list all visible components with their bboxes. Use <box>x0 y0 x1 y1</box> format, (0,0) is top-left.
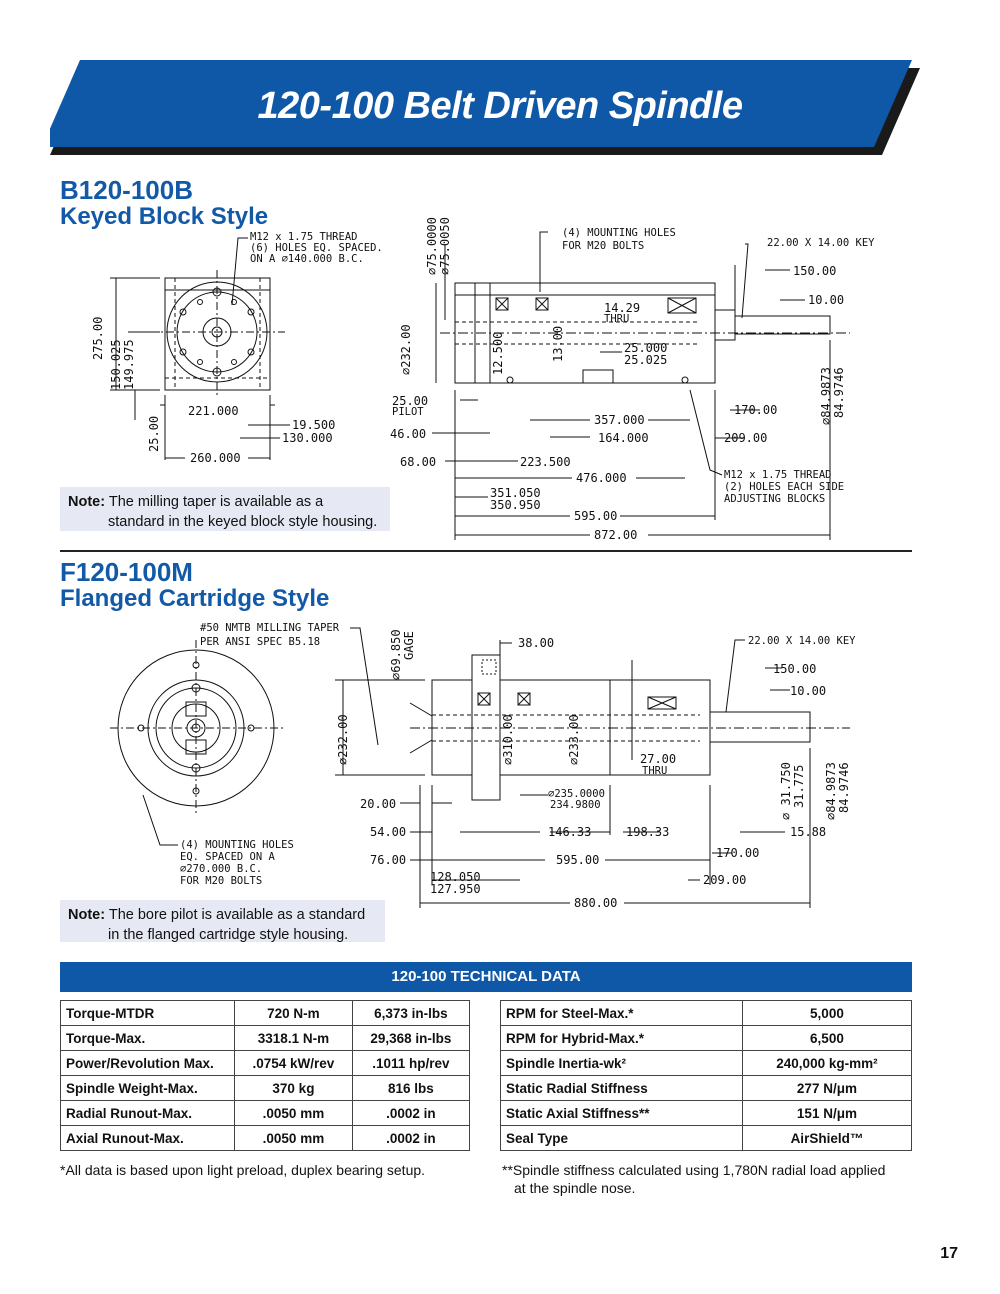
block-model-heading: B120-100B <box>60 175 193 205</box>
dim-14633: 146.33 <box>548 825 592 839</box>
tech-row-left <box>61 1126 470 1151</box>
tech-label: Seal Type <box>501 1126 743 1151</box>
dim-849873-f: ⌀84.9873 <box>824 762 838 820</box>
dim-adj-2: (2) HOLES EACH SIDE <box>724 481 845 493</box>
tech-value: .0050 mm <box>235 1126 353 1151</box>
tech-value: 3318.1 N-m <box>235 1026 353 1051</box>
dim-thru: THRU <box>604 313 630 325</box>
dim-150-f: 150.00 <box>773 662 817 676</box>
tech-value: 6,373 in-lbs <box>352 1001 469 1026</box>
technical-data-title: 120-100 TECHNICAL DATA <box>60 962 912 992</box>
dim-thread-1: M12 x 1.75 THREAD <box>250 231 358 243</box>
dim-209: 209.00 <box>724 431 768 445</box>
dim-221: 221.000 <box>188 404 239 418</box>
flanged-cartridge-dimensions <box>0 615 1000 915</box>
dim-130000: 130.000 <box>282 431 333 445</box>
dim-1588: 15.88 <box>790 825 827 839</box>
tech-label: Torque-MTDR <box>61 1001 235 1026</box>
dim-164: 164.000 <box>598 431 649 445</box>
flanged-note-line1: The bore pilot is available as a standard <box>108 907 366 923</box>
dim-mount-1: (4) MOUNTING HOLES <box>562 227 676 239</box>
dim-595: 595.00 <box>574 509 618 523</box>
dim-fmount-1: (4) MOUNTING HOLES <box>180 839 294 851</box>
dim-25: 25.00 <box>147 415 161 452</box>
block-note-line2: standard in the keyed block style housing. <box>108 514 378 530</box>
dim-13: 13.00 <box>551 325 565 362</box>
tech-label: Axial Runout-Max. <box>61 1126 235 1151</box>
block-note <box>60 487 390 531</box>
dim-taper-1: #50 NMTB MILLING TAPER <box>200 622 340 634</box>
tech-row-right <box>501 1001 912 1026</box>
dim-849746-f: 84.9746 <box>837 762 851 813</box>
dim-key-f: 22.00 X 14.00 KEY <box>748 635 856 647</box>
dim-46: 46.00 <box>390 427 427 441</box>
dim-38: 38.00 <box>518 636 555 650</box>
tech-value: AirShield™ <box>742 1126 911 1151</box>
tech-label: Spindle Weight-Max. <box>61 1076 235 1101</box>
tech-table-left <box>60 1000 470 1151</box>
dim-68: 68.00 <box>400 455 437 469</box>
dim-209-f: 209.00 <box>703 873 747 887</box>
flanged-style-heading: Flanged Cartridge Style <box>60 585 330 612</box>
flanged-note-line2: in the flanged cartridge style housing. <box>108 927 349 943</box>
tech-table-right <box>500 1000 912 1151</box>
dim-232: ⌀232.00 <box>399 324 413 375</box>
dim-key: 22.00 X 14.00 KEY <box>767 237 875 249</box>
block-note-label: Note: <box>68 494 106 510</box>
dim-235b: 234.9800 <box>550 799 601 811</box>
tech-value: .0002 in <box>352 1126 469 1151</box>
tech-row-right <box>501 1076 912 1101</box>
dim-25000: 25.000 <box>624 341 668 355</box>
dim-19500: 19.500 <box>292 418 336 432</box>
tech-value: 6,500 <box>742 1026 911 1051</box>
tech-value: .0050 mm <box>235 1101 353 1126</box>
tech-value: 370 kg <box>235 1076 353 1101</box>
page-title: 120-100 Belt Driven Spindle <box>257 85 743 127</box>
dim-872: 872.00 <box>594 528 638 542</box>
dim-31750: ⌀ 31.750 <box>779 762 793 820</box>
dim-170: 170.00 <box>734 403 778 417</box>
block-style-heading: Keyed Block Style <box>60 203 269 230</box>
tech-label: Power/Revolution Max. <box>61 1051 235 1076</box>
dim-69850: ⌀69.850 <box>389 629 403 680</box>
dim-31775: 31.775 <box>792 764 806 808</box>
dim-10-f: 10.00 <box>790 684 827 698</box>
dim-25025: 25.025 <box>624 353 668 367</box>
tech-row-left <box>61 1001 470 1026</box>
dim-223500: 223.500 <box>520 455 571 469</box>
dim-351050: 351.050 <box>490 486 541 500</box>
dim-310: ⌀310.00 <box>501 714 515 765</box>
tech-label: Torque-Max. <box>61 1026 235 1051</box>
dim-150025: 150.025 <box>109 339 123 390</box>
tech-value: .1011 hp/rev <box>352 1051 469 1076</box>
tech-row-right <box>501 1101 912 1126</box>
dim-10: 10.00 <box>808 293 845 307</box>
dim-54: 54.00 <box>370 825 407 839</box>
tech-row-left <box>61 1101 470 1126</box>
tech-label: Static Axial Stiffness** <box>501 1101 743 1126</box>
dim-127950: 127.950 <box>430 882 481 896</box>
tech-label: RPM for Steel-Max.* <box>501 1001 743 1026</box>
dim-gage: GAGE <box>402 631 416 660</box>
flanged-model-heading: F120-100M <box>60 557 193 587</box>
tech-row-right <box>501 1026 912 1051</box>
tech-value: 720 N-m <box>235 1001 353 1026</box>
tech-value: 277 N/μm <box>742 1076 911 1101</box>
dim-235a: ⌀235.0000 <box>548 788 605 800</box>
tech-value: 816 lbs <box>352 1076 469 1101</box>
dim-476: 476.000 <box>576 471 627 485</box>
tech-label: RPM for Hybrid-Max.* <box>501 1026 743 1051</box>
dim-taper-2: PER ANSI SPEC B5.18 <box>200 636 321 648</box>
dim-880: 880.00 <box>574 896 618 910</box>
tech-row-right <box>501 1051 912 1076</box>
footnote-right-2: at the spindle nose. <box>514 1180 636 1196</box>
dim-1429: 14.29 <box>604 301 641 315</box>
dim-mount-2: FOR M20 BOLTS <box>562 240 645 252</box>
tech-row-left <box>61 1051 470 1076</box>
tech-row-right <box>501 1126 912 1151</box>
dim-275: 275.00 <box>91 316 105 360</box>
flanged-note <box>60 900 385 942</box>
dim-170-f: 170.00 <box>716 846 760 860</box>
tech-label: Radial Runout-Max. <box>61 1101 235 1126</box>
dim-150: 150.00 <box>793 264 837 278</box>
page-number: 17 <box>940 1245 958 1262</box>
dim-260000: 260.000 <box>190 451 241 465</box>
dim-350950: 350.950 <box>490 498 541 512</box>
dim-12500: 12.500 <box>491 331 505 375</box>
tech-label: Spindle Inertia-wk² <box>501 1051 743 1076</box>
tech-value: .0002 in <box>352 1101 469 1126</box>
dim-849873: ⌀84.9873 <box>819 367 833 425</box>
dim-20: 20.00 <box>360 797 397 811</box>
tech-value: 240,000 kg-mm² <box>742 1051 911 1076</box>
dim-149975: 149.975 <box>122 339 136 390</box>
footnote-right-1: **Spindle stiffness calculated using 1,780N radial load applied <box>502 1162 886 1178</box>
dim-27: 27.00 <box>640 752 677 766</box>
tech-value: 5,000 <box>742 1001 911 1026</box>
dim-thru-f: THRU <box>642 765 668 777</box>
dim-adj-3: ADJUSTING BLOCKS <box>724 493 826 505</box>
dim-595-f: 595.00 <box>556 853 600 867</box>
dim-fmount-4: FOR M20 BOLTS <box>180 875 263 887</box>
dim-357: 357.000 <box>594 413 645 427</box>
dim-thread-3: ON A ⌀140.000 B.C. <box>250 253 364 265</box>
dim-233: ⌀233.00 <box>567 714 581 765</box>
dim-pilot-label: PILOT <box>392 406 424 418</box>
dim-232-f: ⌀232.00 <box>336 714 350 765</box>
tech-row-left <box>61 1076 470 1101</box>
section-divider <box>60 550 912 552</box>
tech-value: .0754 kW/rev <box>235 1051 353 1076</box>
footnote-left: *All data is based upon light preload, duplex bearing setup. <box>60 1162 426 1178</box>
dim-75a: ⌀75.0000 <box>425 217 439 275</box>
tech-value: 29,368 in-lbs <box>352 1026 469 1051</box>
tech-value: 151 N/μm <box>742 1101 911 1126</box>
dim-75b: ⌀75.0050 <box>438 217 452 275</box>
dim-19833: 198.33 <box>626 825 670 839</box>
dim-25-pilot: 25.00 <box>392 394 429 408</box>
dim-76: 76.00 <box>370 853 407 867</box>
dim-128050: 128.050 <box>430 870 481 884</box>
dim-fmount-2: EQ. SPACED ON A <box>180 851 275 863</box>
dim-849746: 84.9746 <box>832 367 846 418</box>
tech-label: Static Radial Stiffness <box>501 1076 743 1101</box>
dim-adj-1: M12 x 1.75 THREAD <box>724 469 832 481</box>
block-note-line1: The milling taper is available as a <box>108 494 324 510</box>
flanged-note-label: Note: <box>68 907 106 923</box>
dim-thread-2: (6) HOLES EQ. SPACED. <box>250 242 383 254</box>
tech-row-left <box>61 1026 470 1051</box>
dim-fmount-3: ⌀270.000 B.C. <box>180 863 263 875</box>
